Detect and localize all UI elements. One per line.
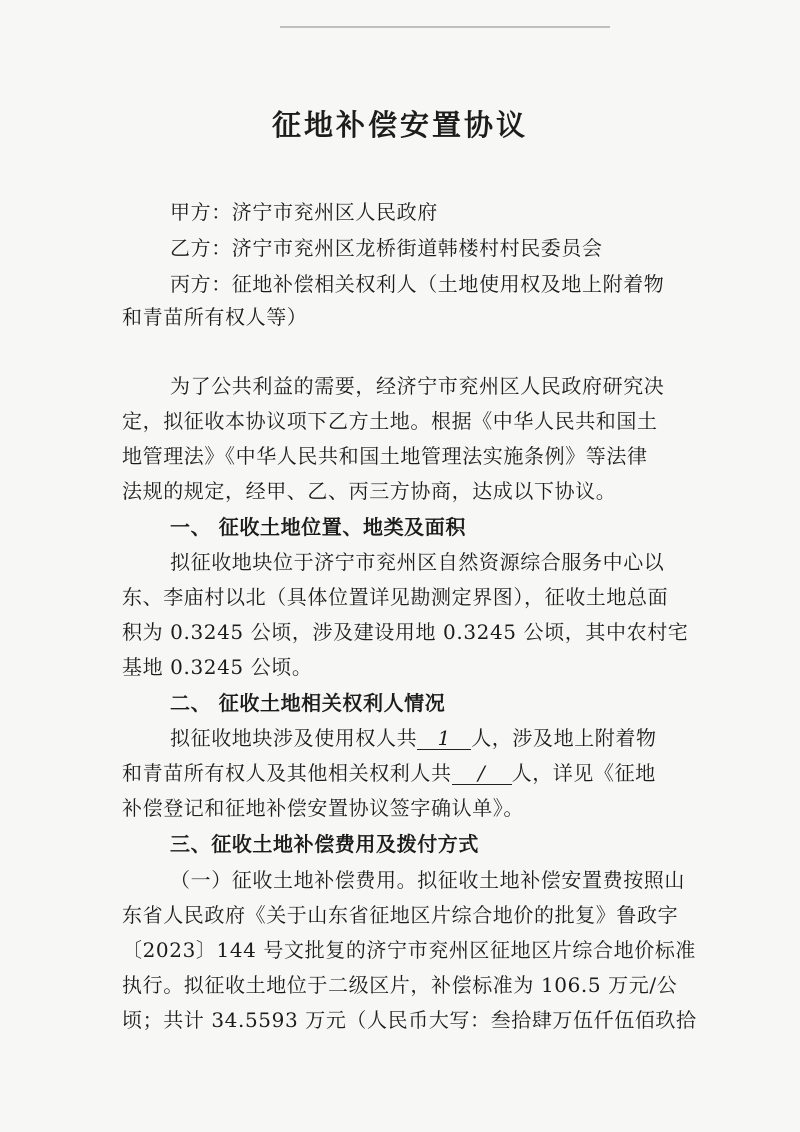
users-count-blank: 1 — [417, 727, 471, 750]
section3-line-3: 〔2023〕144 号文批复的济宁市兖州区征地区片综合地价标准 — [122, 938, 697, 962]
other-rights-count-blank: / — [452, 762, 512, 785]
section2-line-2-post: 人，详见《征地 — [511, 761, 656, 785]
section2-line-1-post: 人，涉及地上附着物 — [471, 726, 657, 750]
party-c-line1: 丙方：征地补偿相关权利人（土地使用权及地上附着物 — [170, 272, 665, 296]
scan-artifact — [280, 0, 610, 28]
section2-line-2-pre: 和青苗所有权人及其他相关权利人共 — [122, 761, 452, 785]
party-b: 乙方：济宁市兖州区龙桥街道韩楼村村民委员会 — [170, 236, 603, 260]
section2-line-3: 补偿登记和征地补偿安置协议签字确认单》。 — [122, 796, 524, 820]
party-a: 甲方：济宁市兖州区人民政府 — [170, 200, 438, 224]
section1-line-1: 拟征收地块位于济宁市兖州区自然资源综合服务中心以 — [170, 550, 665, 574]
section3-line-5: 顷；共计 34.5593 万元（人民币大写：叁拾肆万伍仟伍佰玖拾 — [122, 1008, 697, 1032]
preamble-line-1: 为了公共利益的需要，经济宁市兖州区人民政府研究决 — [170, 374, 665, 398]
preamble-line-4: 法规的规定，经甲、乙、丙三方协商，达成以下协议。 — [122, 479, 617, 503]
section3-line-2: 东省人民政府《关于山东省征地区片综合地价的批复》鲁政字 — [122, 903, 679, 927]
preamble-line-3: 地管理法》《中华人民共和国土地管理法实施条例》等法律 — [122, 444, 648, 468]
section1-line-2: 东、李庙村以北（具体位置详见勘测定界图），征收土地总面 — [122, 585, 669, 609]
section3-line-4: 执行。拟征收土地位于二级区片，补偿标准为 106.5 万元/公 — [122, 973, 678, 997]
party-c-line2: 和青苗所有权人等） — [122, 305, 308, 329]
section1-line-3: 积为 0.3245 公顷，涉及建设用地 0.3245 公顷，其中农村宅 — [122, 620, 689, 644]
section3-line-1: （一）征收土地补偿费用。拟征收土地补偿安置费按照山 — [170, 868, 685, 892]
preamble-line-2: 定，拟征收本协议项下乙方土地。根据《中华人民共和国土 — [122, 409, 658, 433]
section2-line-2 — [122, 757, 656, 786]
section1-heading: 一、 征收土地位置、地类及面积 — [170, 515, 466, 539]
section3-heading: 三、征收土地补偿费用及拨付方式 — [170, 832, 479, 856]
section2-heading: 二、 征收土地相关权利人情况 — [170, 691, 446, 715]
section1-line-4: 基地 0.3245 公顷。 — [122, 655, 313, 679]
section2-line-1 — [170, 722, 657, 751]
document-title: 征地补偿安置协议 — [271, 108, 528, 142]
section2-line-1-pre: 拟征收地块涉及使用权人共 — [170, 726, 418, 750]
